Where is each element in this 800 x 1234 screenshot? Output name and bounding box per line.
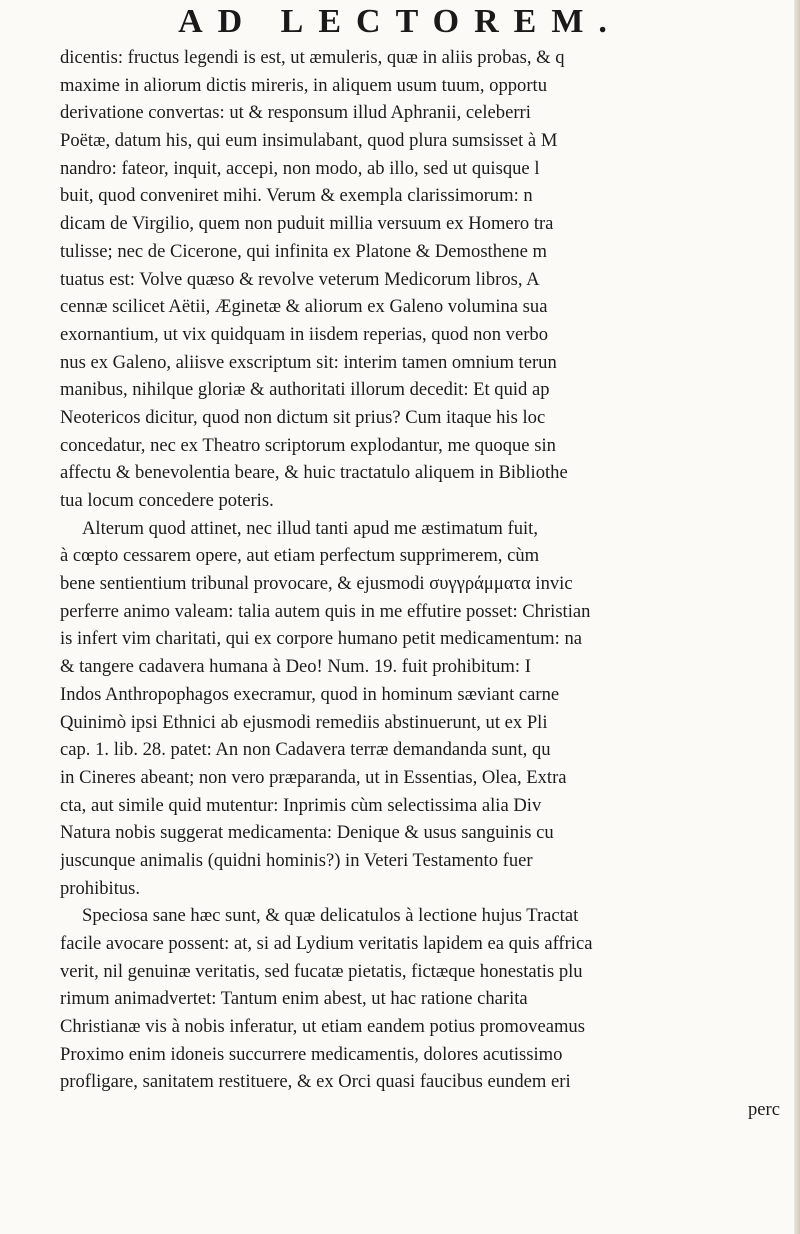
text-line: concedatur, nec ex Theatro scriptorum explodantur, me quoque sin — [60, 434, 556, 456]
text-line: facile avocare possent: at, si ad Lydium veritatis lapidem ea quis affrica — [60, 933, 593, 954]
text-line: Alterum quod attinet, nec illud tanti apud me æstimatum fuit, — [82, 517, 538, 539]
text-line: cap. 1. lib. 28. patet: An non Cadavera terræ demandanda sunt, qu — [60, 739, 551, 761]
text-line: manibus, nihilque gloriæ & authoritati illorum decedit: Et quid ap — [60, 379, 550, 401]
text-line: Quinimò ipsi Ethnici ab ejusmodi remediis abstinuerunt, ut ex Pli — [60, 711, 548, 733]
text-line: affectu & benevolentia beare, & huic tractatulo aliquem in Bibliothe — [60, 462, 568, 484]
text-line: cennæ scilicet Aëtii, Æginetæ & aliorum ex Galeno volumina sua — [60, 296, 548, 318]
text-line: derivatione convertas: ut & responsum illud Aphranii, celeberri — [60, 102, 531, 124]
text-line: Neotericos dicitur, quod non dictum sit prius? Cum itaque his loc — [60, 406, 546, 428]
text-line: prohibitus. — [60, 877, 141, 899]
text-line: à cœpto cessarem opere, aut etiam perfectum supprimerem, cùm — [60, 545, 540, 567]
text-line: exornantium, ut vix quidquam in iisdem reperias, quod non verbo — [60, 323, 548, 345]
text-line: tua locum concedere poteris. — [60, 490, 274, 511]
text-line: Proximo enim idoneis succurrere medicamentis, dolores acutissimo — [60, 1043, 563, 1065]
body-text — [60, 44, 780, 1124]
text-line: juscunque animalis (quidni hominis?) in Veteri Testamento fuer — [60, 849, 533, 871]
text-line: nandro: fateor, inquit, accepi, non modo, ab illo, sed ut quisque l — [60, 157, 540, 179]
text-line: buit, quod conveniret mihi. Verum & exempla clarissimorum: n — [60, 185, 533, 207]
text-line: is infert vim charitati, qui ex corpore humano petit medicamentum: na — [60, 628, 583, 650]
text-line: rimum animadvertet: Tantum enim abest, ut hac ratione charita — [60, 988, 528, 1010]
text-line: verit, nil genuinæ veritatis, sed fucatæ pietatis, fictæque honestatis plu — [60, 960, 583, 982]
text-line: cta, aut simile quid mutentur: Inprimis cùm selectissima alia Div — [60, 794, 542, 816]
text-line: bene sentientium tribunal provocare, & ejusmodi συγγράμματα invic — [60, 573, 573, 595]
text-line: profligare, sanitatem restituere, & ex Orci quasi faucibus eundem eri — [60, 1071, 571, 1093]
page-edge — [794, 0, 800, 1234]
text-line: tuatus est: Volve quæso & revolve veterum Medicorum libros, A — [60, 268, 540, 290]
text-line: tulisse; nec de Cicerone, qui infinita ex Platone & Demosthene m — [60, 240, 547, 262]
text-line: Christianæ vis à nobis inferatur, ut etiam eandem potius promoveamus — [60, 1016, 585, 1038]
text-line: nus ex Galeno, aliisve exscriptum sit: interim tamen omnium terun — [60, 351, 557, 373]
text-line: Speciosa sane hæc sunt, & quæ delicatulos à lectione hujus Tractat — [82, 905, 579, 927]
text-line: Indos Anthropophagos execramur, quod in hominum sæviant carne — [60, 683, 560, 705]
text-line: Natura nobis suggerat medicamenta: Denique & usus sanguinis cu — [60, 822, 554, 844]
page-header: AD LECTOREM. — [178, 3, 622, 40]
text-line: Poëtæ, datum his, qui eum insimulabant, quod plura sumsisset à M — [60, 130, 558, 152]
text-line: & tangere cadavera humana à Deo! Num. 19. fuit prohibitum: I — [60, 656, 531, 678]
catchword: perc — [748, 1099, 780, 1121]
text-line: in Cineres abeant; non vero præparanda, ut in Essentias, Olea, Extra — [60, 766, 567, 788]
text-line: dicentis: fructus legendi is est, ut æmuleris, quæ in aliis probas, & q — [60, 47, 565, 68]
text-line: perferre animo valeam: talia autem quis in me effutire posset: Christian — [60, 600, 591, 622]
text-line: maxime in aliorum dictis mireris, in aliquem usum tuum, opportu — [60, 74, 547, 96]
text-line: dicam de Virgilio, quem non puduit millia versuum ex Homero tra — [60, 213, 554, 235]
